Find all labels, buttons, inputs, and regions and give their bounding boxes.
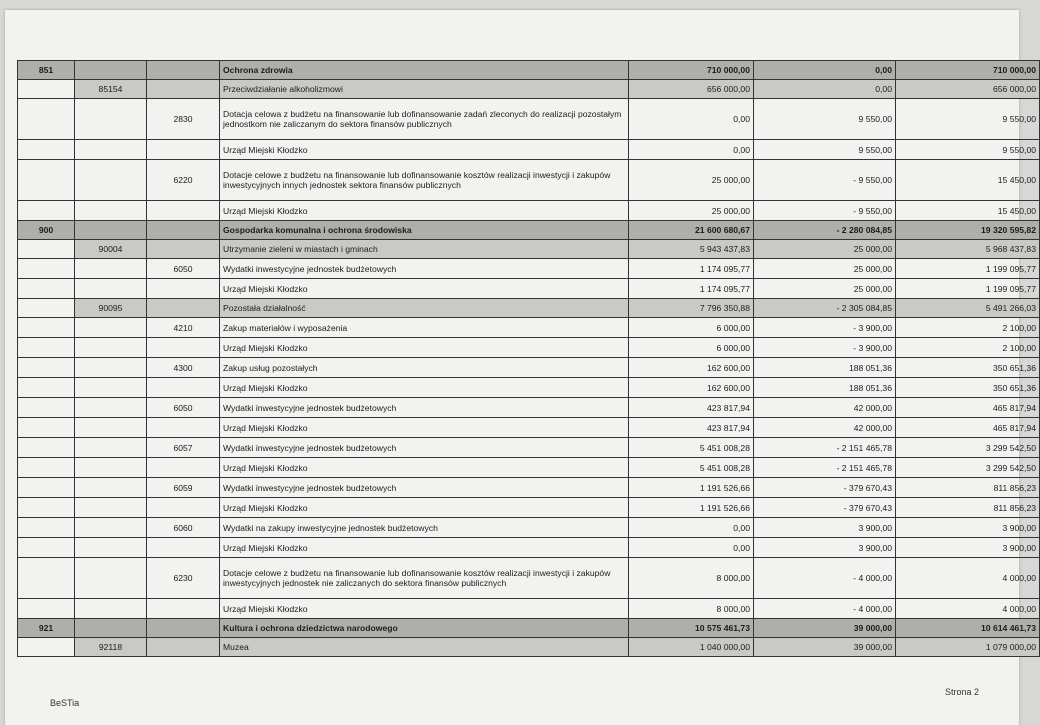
paragraph-code-cell: 6059 [147,478,220,498]
paragraph-code-cell [147,80,220,99]
paragraph-code-cell: 2830 [147,99,220,140]
change-cell: - 3 900,00 [754,318,896,338]
description-cell: Urząd Miejski Kłodzko [220,458,629,478]
plan-before-cell: 5 451 008,28 [629,438,754,458]
change-cell: 3 900,00 [754,538,896,558]
plan-after-cell: 811 856,23 [896,498,1040,518]
subsection-code-cell: 90004 [75,240,147,259]
section-code-cell [18,538,75,558]
section-code-cell [18,279,75,299]
section-code-cell [18,140,75,160]
section-code-cell [18,599,75,619]
change-cell: 9 550,00 [754,99,896,140]
change-cell: - 2 305 084,85 [754,299,896,318]
section-code-cell [18,338,75,358]
description-cell: Wydatki inwestycyjne jednostek budżetowych [220,398,629,418]
table-row [18,99,1040,140]
plan-after-cell: 811 856,23 [896,478,1040,498]
subsection-code-cell [75,259,147,279]
description-cell: Urząd Miejski Kłodzko [220,418,629,438]
description-cell: Urząd Miejski Kłodzko [220,498,629,518]
footer-left-label: BeSTia [50,698,80,708]
description-cell: Pozostała działalność [220,299,629,318]
plan-after-cell: 9 550,00 [896,140,1040,160]
description-cell: Utrzymanie zieleni w miastach i gminach [220,240,629,259]
description-cell: Wydatki na zakupy inwestycyjne jednostek budżetowych [220,518,629,538]
subsection-code-cell [75,599,147,619]
change-cell: 188 051,36 [754,358,896,378]
subsection-code-cell [75,438,147,458]
plan-after-cell: 15 450,00 [896,160,1040,201]
plan-before-cell: 5 943 437,83 [629,240,754,259]
section-code-cell [18,378,75,398]
plan-before-cell: 8 000,00 [629,558,754,599]
section-code-cell [18,558,75,599]
description-cell: Gospodarka komunalna i ochrona środowiska [220,221,629,240]
plan-after-cell: 10 614 461,73 [896,619,1040,638]
section-code-cell [18,478,75,498]
subsection-code-cell [75,160,147,201]
plan-before-cell: 7 796 350,88 [629,299,754,318]
subsection-row [18,638,1040,657]
description-cell: Urząd Miejski Kłodzko [220,378,629,398]
section-row [18,61,1040,80]
subsection-code-cell [75,498,147,518]
subsection-code-cell: 92118 [75,638,147,657]
paragraph-code-cell [147,221,220,240]
plan-before-cell: 1 174 095,77 [629,259,754,279]
subsection-code-cell [75,140,147,160]
section-code-cell: 851 [18,61,75,80]
section-code-cell [18,80,75,99]
section-code-cell [18,358,75,378]
plan-after-cell: 656 000,00 [896,80,1040,99]
plan-before-cell: 0,00 [629,538,754,558]
paragraph-code-cell [147,201,220,221]
section-code-cell [18,160,75,201]
paragraph-code-cell: 6057 [147,438,220,458]
table-row [18,378,1040,398]
subsection-code-cell: 90095 [75,299,147,318]
plan-before-cell: 6 000,00 [629,318,754,338]
table-row [18,201,1040,221]
table-row [18,140,1040,160]
plan-after-cell: 465 817,94 [896,418,1040,438]
subsection-code-cell [75,358,147,378]
plan-before-cell: 656 000,00 [629,80,754,99]
table-row [18,599,1040,619]
change-cell: 42 000,00 [754,418,896,438]
change-cell: - 2 151 465,78 [754,438,896,458]
description-cell: Zakup materiałów i wyposażenia [220,318,629,338]
change-cell: - 2 280 084,85 [754,221,896,240]
description-cell: Przeciwdziałanie alkoholizmowi [220,80,629,99]
budget-table [17,60,1040,657]
plan-after-cell: 9 550,00 [896,99,1040,140]
plan-after-cell: 1 199 095,77 [896,259,1040,279]
change-cell: 42 000,00 [754,398,896,418]
subsection-code-cell [75,619,147,638]
paragraph-code-cell [147,418,220,438]
page-number: Strona 2 [945,687,980,697]
plan-before-cell: 1 191 526,66 [629,478,754,498]
plan-after-cell: 5 491 266,03 [896,299,1040,318]
description-cell: Muzea [220,638,629,657]
paragraph-code-cell [147,599,220,619]
paragraph-code-cell [147,140,220,160]
plan-after-cell: 3 299 542,50 [896,438,1040,458]
section-code-cell [18,438,75,458]
change-cell: - 4 000,00 [754,558,896,599]
section-code-cell [18,99,75,140]
paragraph-code-cell [147,638,220,657]
table-row [18,259,1040,279]
plan-after-cell: 4 000,00 [896,599,1040,619]
plan-after-cell: 350 651,36 [896,358,1040,378]
section-code-cell [18,318,75,338]
subsection-code-cell [75,538,147,558]
subsection-code-cell: 85154 [75,80,147,99]
table-row [18,478,1040,498]
section-code-cell [18,201,75,221]
plan-after-cell: 3 299 542,50 [896,458,1040,478]
plan-after-cell: 19 320 595,82 [896,221,1040,240]
plan-before-cell: 162 600,00 [629,358,754,378]
description-cell: Wydatki inwestycyjne jednostek budżetowych [220,438,629,458]
table-row [18,338,1040,358]
table-row [18,518,1040,538]
section-code-cell [18,299,75,318]
plan-before-cell: 21 600 680,67 [629,221,754,240]
description-cell: Urząd Miejski Kłodzko [220,201,629,221]
plan-after-cell: 350 651,36 [896,378,1040,398]
description-cell: Ochrona zdrowia [220,61,629,80]
section-code-cell [18,259,75,279]
paragraph-code-cell [147,498,220,518]
paragraph-code-cell: 6050 [147,259,220,279]
plan-before-cell: 6 000,00 [629,338,754,358]
change-cell: - 2 151 465,78 [754,458,896,478]
change-cell: - 3 900,00 [754,338,896,358]
paragraph-code-cell: 6060 [147,518,220,538]
subsection-row [18,80,1040,99]
subsection-row [18,240,1040,259]
table-row [18,398,1040,418]
plan-before-cell: 0,00 [629,99,754,140]
description-cell: Wydatki inwestycyjne jednostek budżetowych [220,478,629,498]
plan-before-cell: 423 817,94 [629,398,754,418]
section-code-cell: 921 [18,619,75,638]
subsection-code-cell [75,518,147,538]
paragraph-code-cell: 6220 [147,160,220,201]
plan-before-cell: 423 817,94 [629,418,754,438]
table-row [18,438,1040,458]
subsection-code-cell [75,201,147,221]
change-cell: 39 000,00 [754,619,896,638]
table-row [18,498,1040,518]
table-row [18,358,1040,378]
plan-after-cell: 5 968 437,83 [896,240,1040,259]
change-cell: 25 000,00 [754,240,896,259]
change-cell: 9 550,00 [754,140,896,160]
subsection-row [18,299,1040,318]
description-cell: Dotacje celowe z budżetu na finansowanie lub dofinansowanie kosztów realizacji inwestycji i zakupów inwestycyjnych jednostek nie zaliczanych do sektora finansów publicznych [220,558,629,599]
plan-before-cell: 25 000,00 [629,201,754,221]
change-cell: 188 051,36 [754,378,896,398]
paragraph-code-cell [147,458,220,478]
plan-before-cell: 162 600,00 [629,378,754,398]
subsection-code-cell [75,558,147,599]
plan-after-cell: 1 199 095,77 [896,279,1040,299]
change-cell: 0,00 [754,61,896,80]
change-cell: 39 000,00 [754,638,896,657]
plan-before-cell: 0,00 [629,518,754,538]
change-cell: 25 000,00 [754,259,896,279]
plan-before-cell: 1 040 000,00 [629,638,754,657]
description-cell: Dotacje celowe z budżetu na finansowanie lub dofinansowanie kosztów realizacji inwestycji i zakupów inwestycyjnych innych jednostek sektora finansów publicznych [220,160,629,201]
subsection-code-cell [75,338,147,358]
subsection-code-cell [75,458,147,478]
section-row [18,221,1040,240]
subsection-code-cell [75,99,147,140]
section-code-cell [18,418,75,438]
plan-after-cell: 3 900,00 [896,538,1040,558]
change-cell: 25 000,00 [754,279,896,299]
paragraph-code-cell [147,538,220,558]
plan-before-cell: 1 174 095,77 [629,279,754,299]
subsection-code-cell [75,221,147,240]
plan-after-cell: 465 817,94 [896,398,1040,418]
paragraph-code-cell: 4210 [147,318,220,338]
plan-before-cell: 25 000,00 [629,160,754,201]
table-row [18,418,1040,438]
plan-before-cell: 5 451 008,28 [629,458,754,478]
plan-after-cell: 4 000,00 [896,558,1040,599]
section-code-cell [18,458,75,478]
section-row [18,619,1040,638]
paragraph-code-cell [147,279,220,299]
description-cell: Urząd Miejski Kłodzko [220,599,629,619]
subsection-code-cell [75,478,147,498]
plan-before-cell: 10 575 461,73 [629,619,754,638]
section-code-cell [18,398,75,418]
change-cell: 3 900,00 [754,518,896,538]
description-cell: Zakup usług pozostałych [220,358,629,378]
paragraph-code-cell [147,299,220,318]
section-code-cell [18,240,75,259]
change-cell: - 4 000,00 [754,599,896,619]
paragraph-code-cell [147,61,220,80]
document-page [5,10,1036,725]
section-code-cell: 900 [18,221,75,240]
paragraph-code-cell [147,338,220,358]
subsection-code-cell [75,378,147,398]
paragraph-code-cell: 6050 [147,398,220,418]
table-row [18,558,1040,599]
plan-before-cell: 710 000,00 [629,61,754,80]
plan-after-cell: 3 900,00 [896,518,1040,538]
subsection-code-cell [75,418,147,438]
change-cell: - 379 670,43 [754,498,896,518]
table-row [18,538,1040,558]
table-row [18,458,1040,478]
plan-before-cell: 1 191 526,66 [629,498,754,518]
plan-after-cell: 710 000,00 [896,61,1040,80]
plan-before-cell: 8 000,00 [629,599,754,619]
subsection-code-cell [75,279,147,299]
description-cell: Urząd Miejski Kłodzko [220,140,629,160]
plan-after-cell: 2 100,00 [896,318,1040,338]
subsection-code-cell [75,318,147,338]
description-cell: Wydatki inwestycyjne jednostek budżetowych [220,259,629,279]
description-cell: Urząd Miejski Kłodzko [220,279,629,299]
plan-after-cell: 1 079 000,00 [896,638,1040,657]
section-code-cell [18,518,75,538]
change-cell: - 9 550,00 [754,160,896,201]
paragraph-code-cell: 4300 [147,358,220,378]
table-row [18,279,1040,299]
subsection-code-cell [75,61,147,80]
table-row [18,318,1040,338]
paragraph-code-cell [147,619,220,638]
description-cell: Urząd Miejski Kłodzko [220,538,629,558]
plan-after-cell: 2 100,00 [896,338,1040,358]
plan-after-cell: 15 450,00 [896,201,1040,221]
description-cell: Kultura i ochrona dziedzictwa narodowego [220,619,629,638]
section-code-cell [18,498,75,518]
table-row [18,160,1040,201]
description-cell: Urząd Miejski Kłodzko [220,338,629,358]
paragraph-code-cell [147,240,220,259]
section-code-cell [18,638,75,657]
description-cell: Dotacja celowa z budżetu na finansowanie lub dofinansowanie zadań zleconych do realizacji pozostałym jednostkom nie zaliczanym do sektora finansów publicznych [220,99,629,140]
change-cell: 0,00 [754,80,896,99]
paragraph-code-cell: 6230 [147,558,220,599]
change-cell: - 9 550,00 [754,201,896,221]
paragraph-code-cell [147,378,220,398]
plan-before-cell: 0,00 [629,140,754,160]
subsection-code-cell [75,398,147,418]
change-cell: - 379 670,43 [754,478,896,498]
